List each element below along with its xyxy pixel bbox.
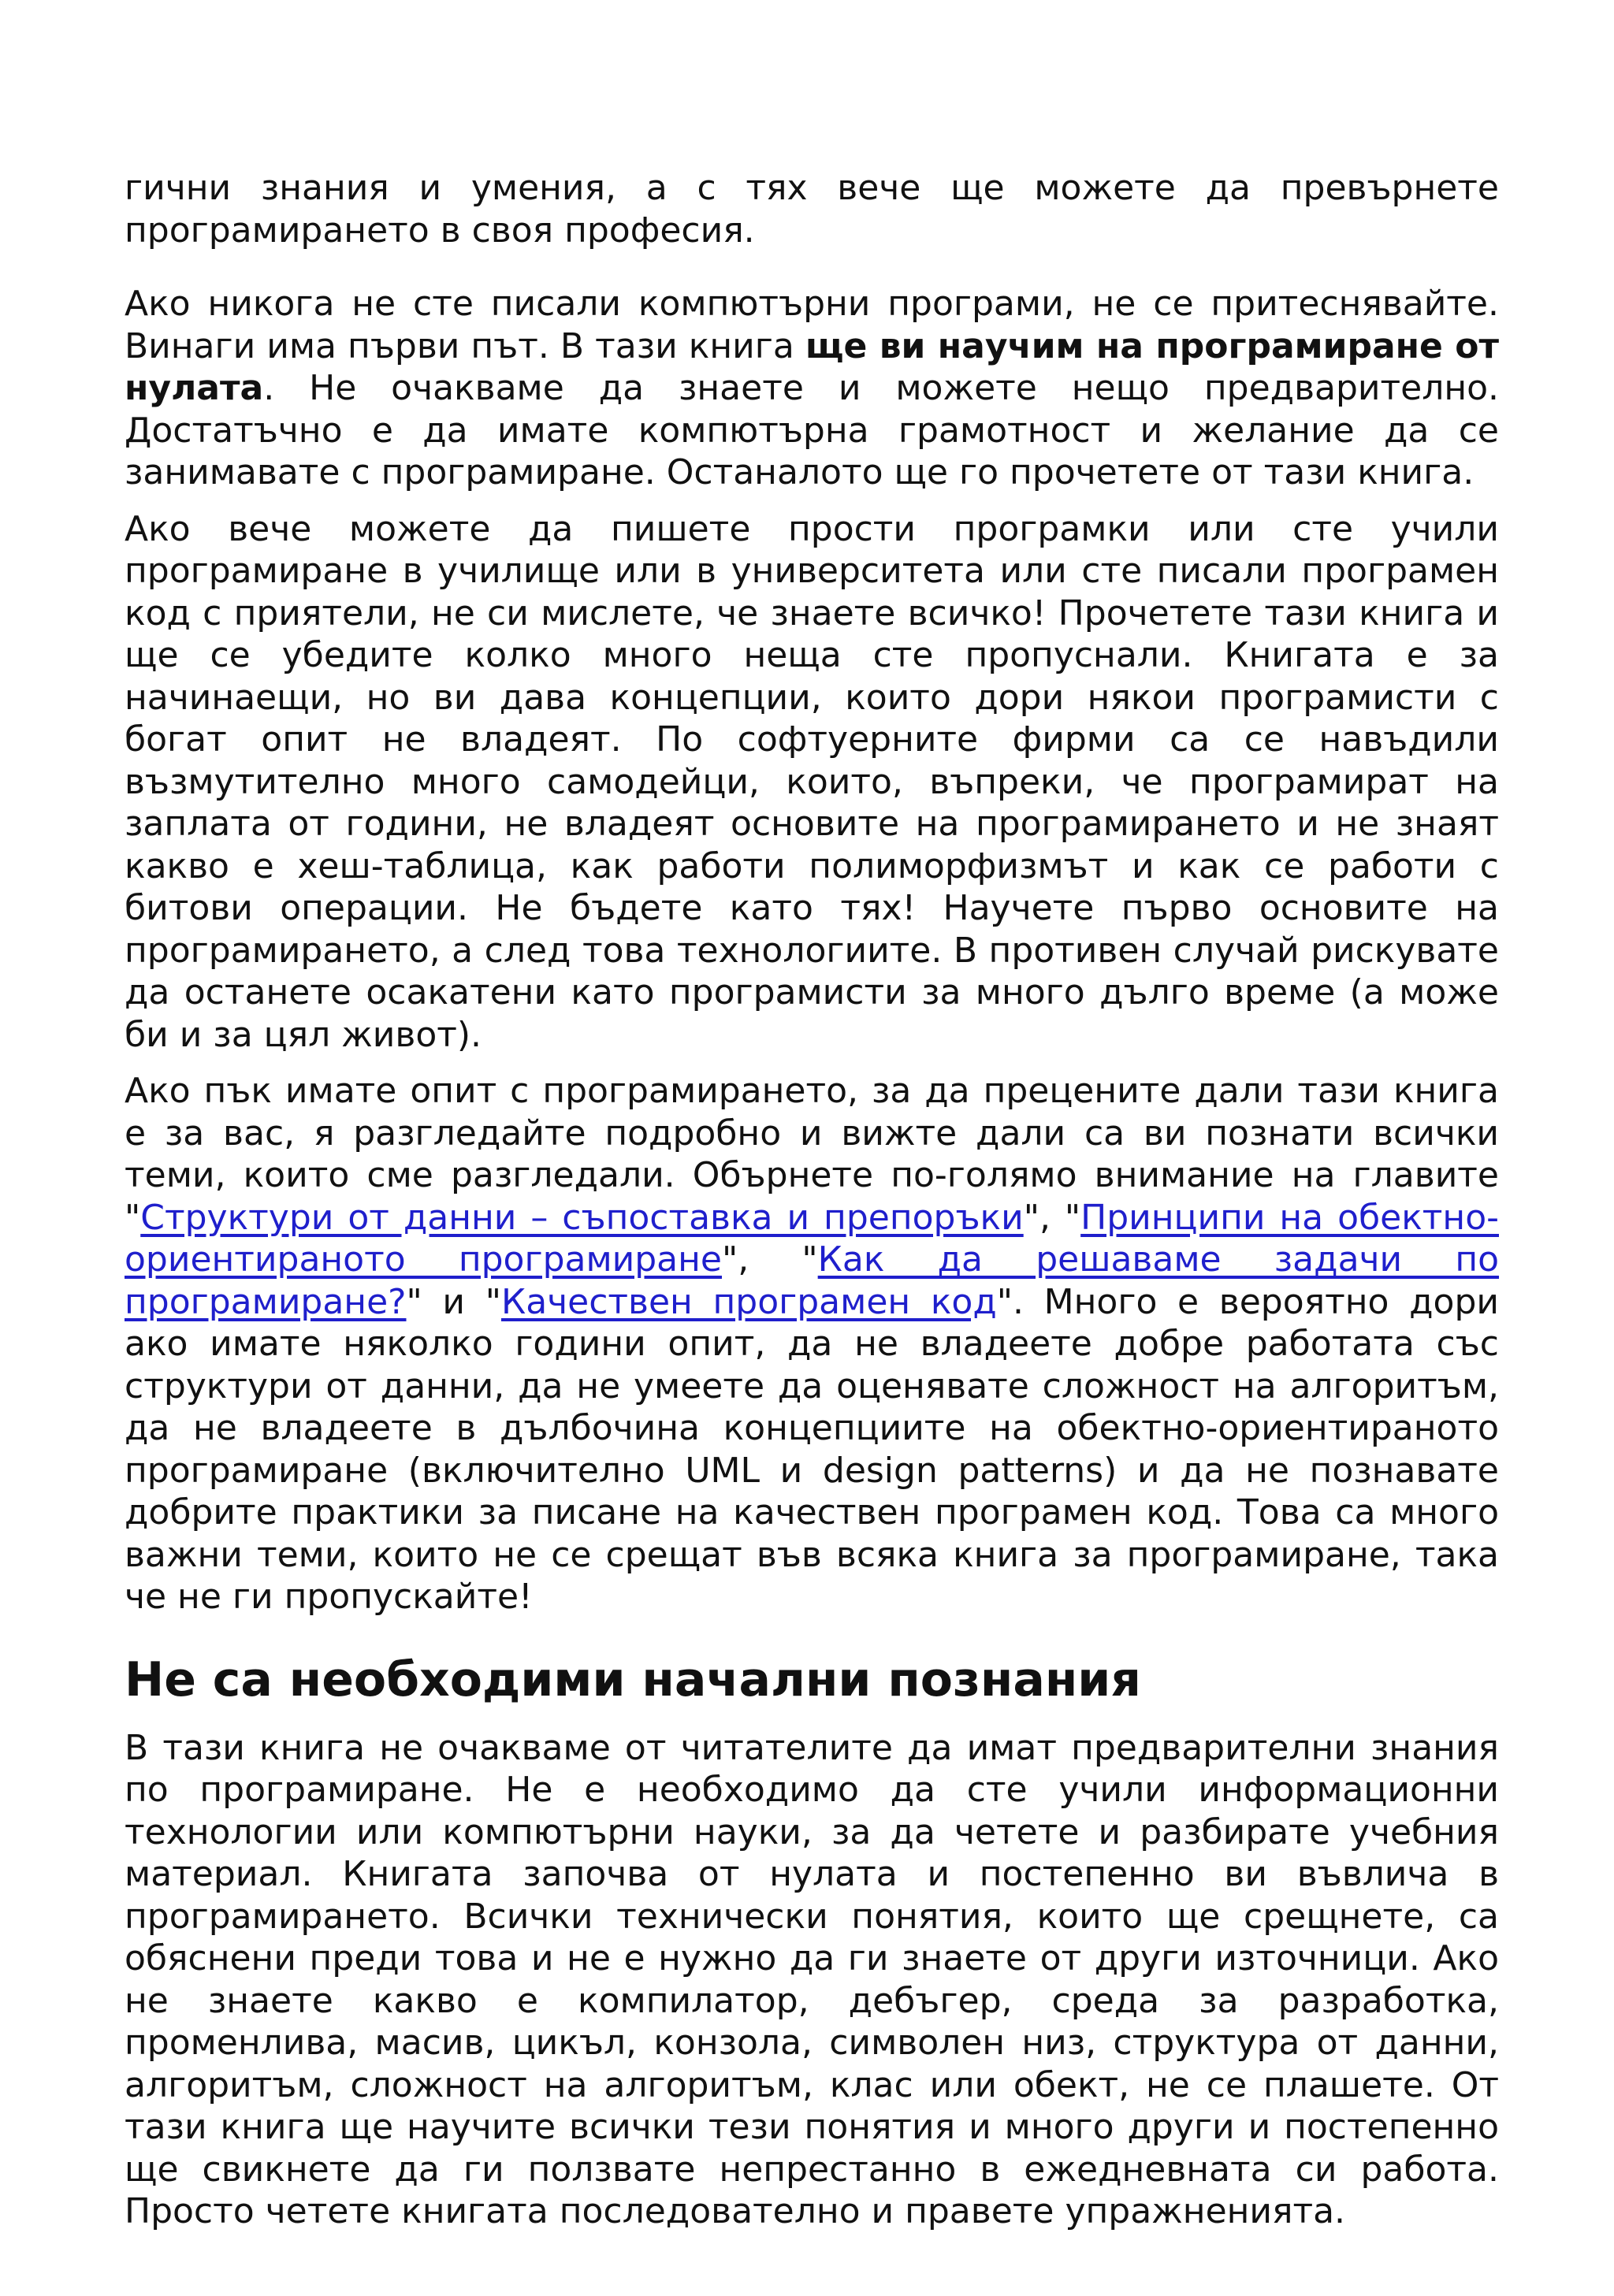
section-heading: Не са необходими начални познания: [125, 1651, 1141, 1707]
paragraph-no-prior-knowledge: [125, 1727, 1499, 2233]
paragraph-some-experience: [125, 508, 1499, 1057]
paragraph-experienced: [125, 1070, 1499, 1618]
chapter-link-problem-solving[interactable]: Как да решаваме задачи по програмиране?: [125, 1239, 1500, 1322]
paragraph-text: В тази книга не очакваме от читателите да имат предварителни знания по програмиране. Не е необходимо да сте учили информационни технологии или компютърни науки, за да четете и разбирате учебния материал. Книгата започва от нулата и постепенно ви въвлича в програмирането. Всички технически понятия, които ще срещнете, са обяснени преди това и не е нужно да ги знаете от други източници. Ако не знаете какво е компилатор, дебъгер, среда за разработка, променлива, масив, цикъл, конзола, символен низ, структура от данни, алгоритъм, сложност на алгоритъм, клас или обект, не се плашете. От тази книга ще научите всички тези понятия и много други и постепенно ще свикнете да ги ползвате непрестанно в ежедневната си работа. Просто четете книгата последователно и правете упражненията.: [125, 1727, 1499, 2231]
paragraph-text: гични знания и умения, а с тях вече ще можете да превърнете програмирането в своя професия.: [125, 168, 1499, 251]
chapter-link-quality-code[interactable]: Качествен програмен код: [500, 1281, 997, 1322]
paragraph-text: Ако пък имате опит с програмирането, за да прецените дали тази книга е за вас, я разгледайте подробно и вижте дали са ви познати всички теми, които сме разгледали. Обърнете по-голямо внимание на главите ": [125, 1071, 1499, 1238]
paragraph-beginners: [125, 283, 1499, 494]
paragraph-continuation: [125, 167, 1499, 251]
chapter-link-oop-principles[interactable]: Принципи на обектно-ориентираното програмиране: [125, 1197, 1499, 1280]
paragraph-text: Ако вече можете да пишете прости програмки или сте учили програмиране в училище или в университета или сте писали програмен код с приятели, не си мислете, че знаете всичко! Прочетете тази книга и ще се убедите колко много неща сте пропуснали. Книгата е за начинаещи, но ви дава концепции, които дори някои програмисти с богат опит не владеят. По софтуерните фирми са се навъдили възмутително много самодейци, които, въпреки, че програмират на заплата от години, не владеят основите на програмирането и не знаят какво е хеш-таблица, как работи полиморфизмът и как се работи с битови операции. Не бъдете като тях! Научете първо основите на програмирането, а след това технологиите. В противен случай рискувате да останете осакатени като програмисти за много дълго време (а може би и за цял живот).: [125, 508, 1499, 1055]
quote-separator: ", ": [1023, 1197, 1081, 1238]
chapter-link-data-structures[interactable]: Структури от данни – съпоставка и препоръки: [140, 1197, 1024, 1238]
bold-phrase: ще ви научим на програмиране от нулата: [125, 325, 1499, 408]
paragraph-text: Ако никога не сте писали компютърни програми, не се притеснявайте. Винаги има първи път. В тази книга: [125, 284, 1499, 366]
quote-separator: ", ": [721, 1239, 818, 1280]
quote-separator: " и ": [406, 1281, 501, 1322]
paragraph-text: . Не очакваме да знаете и можете нещо предварително. Достатъчно е да имате компютърна грамотност и желание да се занимавате с програмиране. Останалото ще го прочетете от тази книга.: [125, 368, 1499, 492]
paragraph-text: ". Много е вероятно дори ако имате няколко години опит, да не владеете добре работата със структури от данни, да не умеете да оценявате сложност на алгоритъм, да не владеете в дълбочина концепциите на обектно-ориентираното програмиране (включително UML и design patterns) и да не познавате добрите практики за писане на качествен програмен код. Това са много важни теми, които не се срещат във всяка книга за програмиране, така че не ги пропускайте!: [125, 1281, 1499, 1617]
document-page: [125, 167, 1499, 2247]
